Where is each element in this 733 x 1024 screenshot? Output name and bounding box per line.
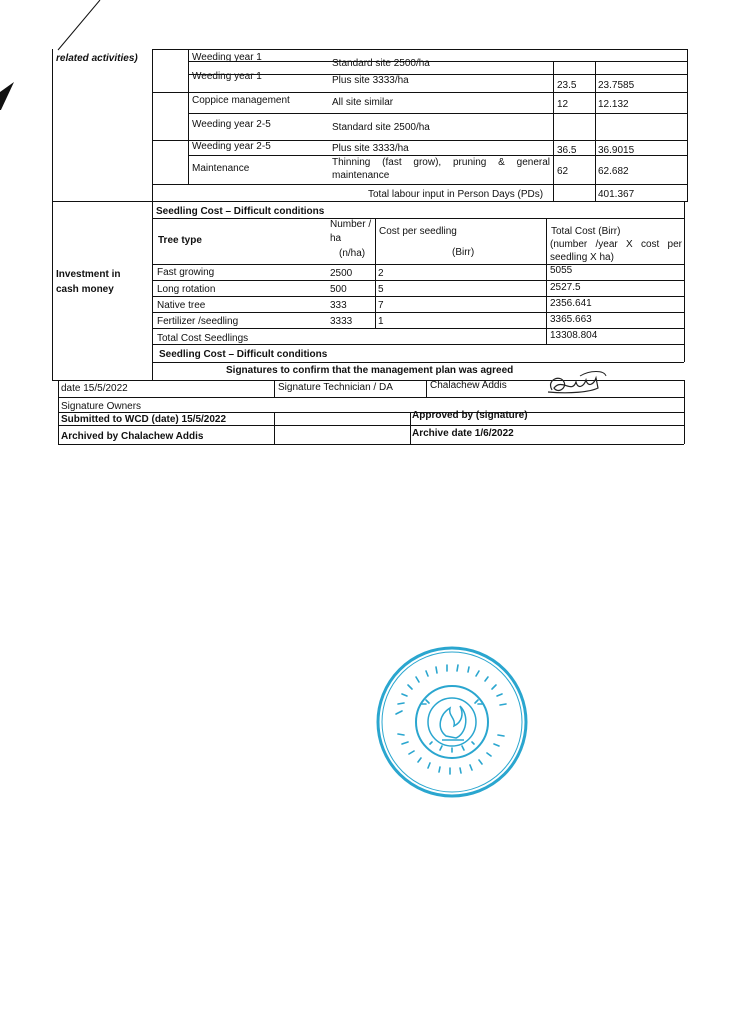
labour-row-detail: Standard site 2500/ha xyxy=(332,122,430,133)
col-number: Number / xyxy=(330,219,372,230)
seedling-row-total: 2527.5 xyxy=(550,282,581,293)
col-total: (number /year X cost per xyxy=(550,239,682,250)
labour-row-activity: Coppice management xyxy=(192,95,290,106)
seedling-row-number: 333 xyxy=(330,300,347,311)
investment-heading: Seedling Cost – Difficult conditions xyxy=(156,206,325,217)
seedling-row-type: Fast growing xyxy=(157,267,215,278)
labour-row-detail: Plus site 3333/ha xyxy=(332,75,409,86)
labour-row-total: 36.9015 xyxy=(598,145,635,156)
labour-total-value: 401.367 xyxy=(598,189,635,200)
archive-date: Archive date 1/6/2022 xyxy=(412,428,514,439)
labour-row-detail: All site similar xyxy=(332,97,394,108)
labour-row-value: 36.5 xyxy=(557,145,577,156)
labour-row-value: 23.5 xyxy=(557,80,577,91)
archived-by: Archived by Chalachew Addis xyxy=(61,431,204,442)
labour-row-detail: Thinning (fast grow), pruning & general xyxy=(332,157,550,168)
seedling-row-cost: 2 xyxy=(378,268,384,279)
seedling-row-type: Fertilizer /seedling xyxy=(157,316,239,327)
labour-row-activity: Weeding year 2-5 xyxy=(192,119,271,130)
labour-row-value: 62 xyxy=(557,166,569,177)
labour-section-label: related activities) xyxy=(56,53,138,64)
approved-by: Approved by (signature) xyxy=(412,410,528,421)
col-cost: Cost per seedling xyxy=(379,226,457,237)
official-stamp xyxy=(374,644,530,800)
labour-row-activity: Maintenance xyxy=(192,163,250,174)
seedling-footer-heading: Seedling Cost – Difficult conditions xyxy=(159,349,328,360)
seedling-row-number: 3333 xyxy=(330,316,353,327)
submitted-to-wcd: Submitted to WCD (date) 15/5/2022 xyxy=(61,414,227,425)
signature-date: date 15/5/2022 xyxy=(61,383,128,394)
investment-section-label: cash money xyxy=(56,284,114,295)
col-number: ha xyxy=(330,233,342,244)
signature-technician-name: Chalachew Addis xyxy=(430,380,507,391)
labour-row-activity: Weeding year 1 xyxy=(192,52,262,63)
seedling-row-total: 2356.641 xyxy=(550,298,592,309)
seedling-row-total: 3365.663 xyxy=(550,314,592,325)
labour-row-activity: Weeding year 2-5 xyxy=(192,141,271,152)
col-total: Total Cost (Birr) xyxy=(551,226,621,237)
labour-row-total: 62.682 xyxy=(598,166,629,177)
signature-owners-label: Signature Owners xyxy=(61,401,142,412)
col-number: (n/ha) xyxy=(339,248,366,259)
labour-row-detail: Plus site 3333/ha xyxy=(332,143,409,154)
seedling-row-type: Native tree xyxy=(157,300,206,311)
col-tree-type: Tree type xyxy=(158,235,202,246)
seedling-row-number: 2500 xyxy=(330,268,353,279)
labour-total-label: Total labour input in Person Days (PDs) xyxy=(368,189,544,200)
seedling-row-type: Long rotation xyxy=(157,284,216,295)
handwritten-signature xyxy=(540,368,610,400)
seedling-row-number: 500 xyxy=(330,284,347,295)
seedling-row-total: 5055 xyxy=(550,265,573,276)
labour-row-value: 12 xyxy=(557,99,569,110)
total-cost-label: Total Cost Seedlings xyxy=(157,333,249,344)
signatures-heading: Signatures to confirm that the management plan was agreed xyxy=(226,365,514,376)
labour-row-detail: Standard site 2500/ha xyxy=(332,58,430,69)
investment-section-label: Investment in xyxy=(56,269,121,280)
signature-technician-label: Signature Technician / DA xyxy=(278,382,393,393)
seedling-row-cost: 7 xyxy=(378,300,384,311)
seedling-row-cost: 1 xyxy=(378,316,384,327)
labour-row-total: 23.7585 xyxy=(598,80,635,91)
labour-row-detail: maintenance xyxy=(332,170,390,181)
col-cost: (Birr) xyxy=(452,247,475,258)
col-total: seedling X ha) xyxy=(550,252,614,263)
labour-row-total: 12.132 xyxy=(598,99,629,110)
labour-row-activity: Weeding year 1 xyxy=(192,71,262,82)
seedling-row-cost: 5 xyxy=(378,284,384,295)
total-cost-value: 13308.804 xyxy=(550,330,598,341)
